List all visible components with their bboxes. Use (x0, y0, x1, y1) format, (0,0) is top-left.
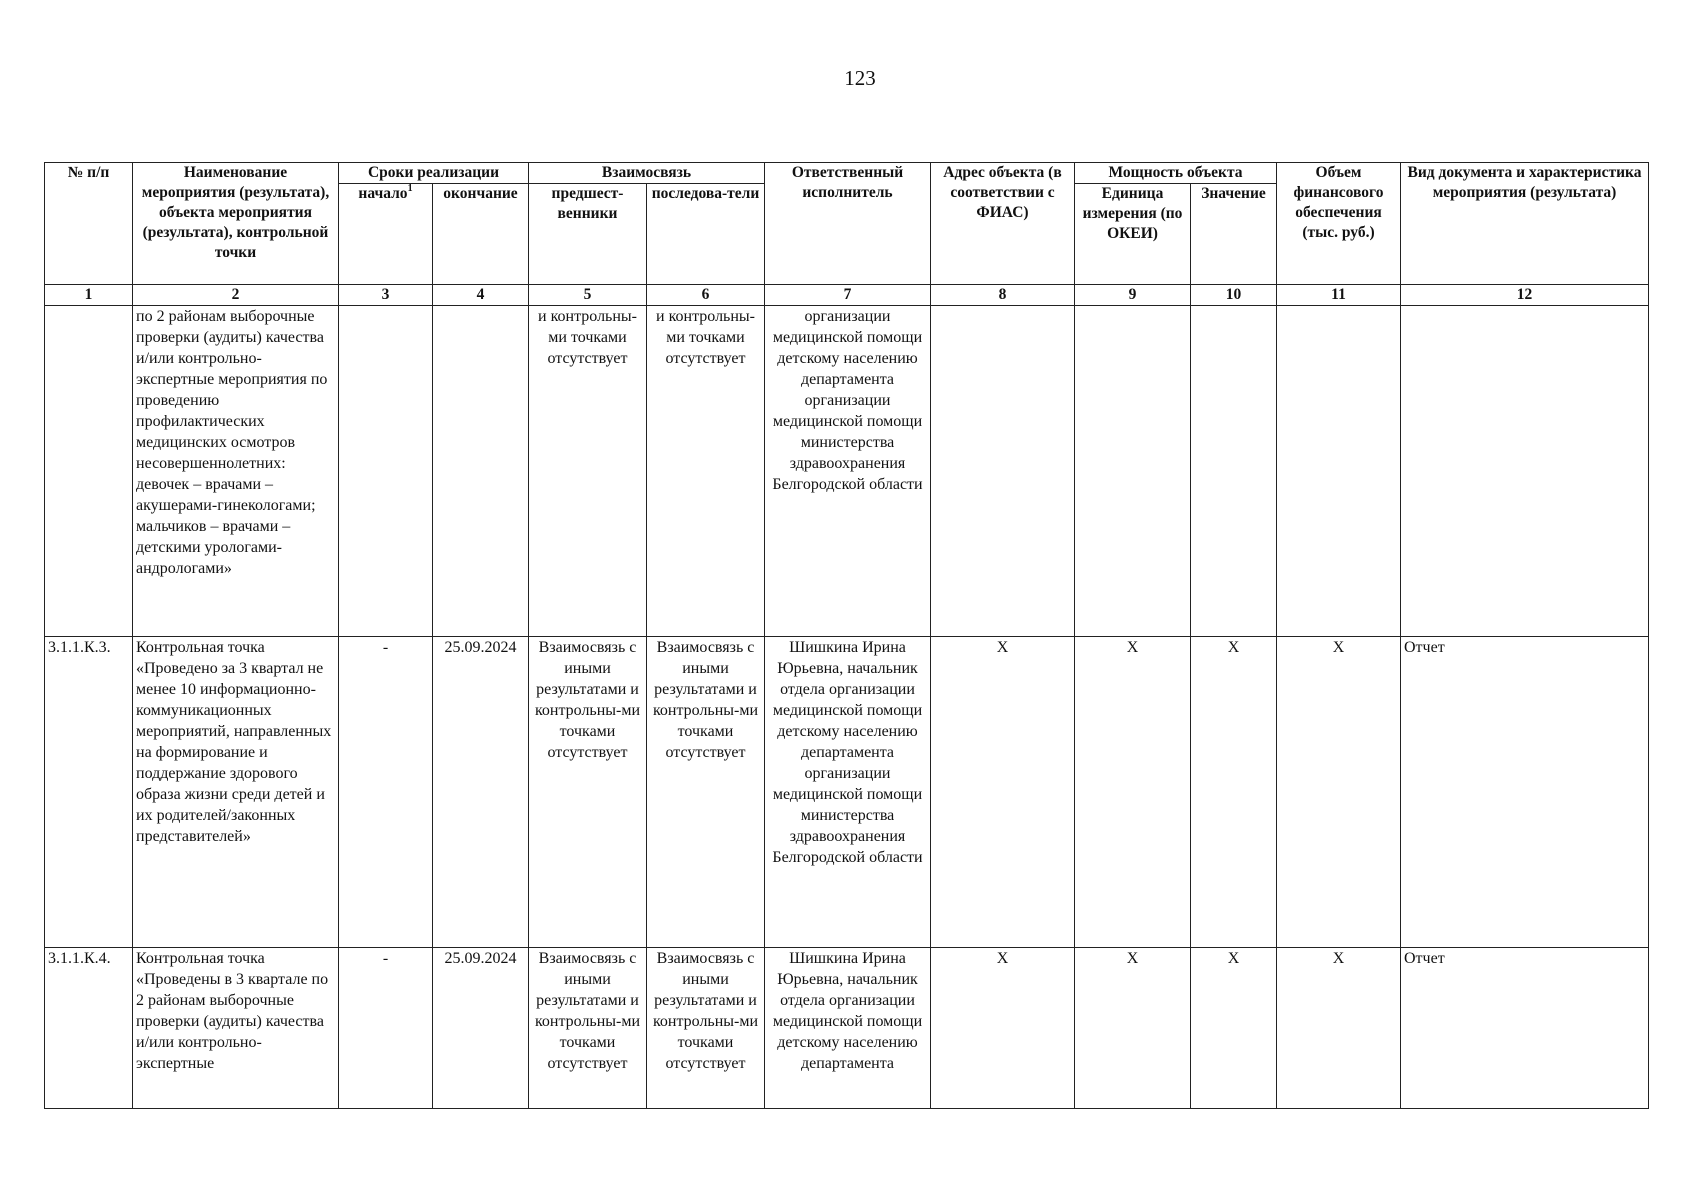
cell-successors: Взаимосвязь с иными результатами и контрольны-ми точками отсутствует (647, 637, 765, 948)
cell-end: 25.09.2024 (433, 637, 529, 948)
header-row (45, 163, 1649, 184)
cell-finance: X (1277, 637, 1401, 948)
column-number: 7 (765, 285, 931, 306)
footnote-marker: 1 (407, 183, 413, 194)
cell-num: 3.1.1.К.4. (45, 948, 133, 1109)
cell-end: 25.09.2024 (433, 948, 529, 1109)
header-finance: Объем финансового обеспечения (тыс. руб.) (1277, 163, 1401, 285)
cell-successors: Взаимосвязь с иными результатами и контрольны-ми точками отсутствует (647, 948, 765, 1109)
table-row (45, 948, 1649, 1109)
column-number: 1 (45, 285, 133, 306)
cell-predecessors: и контрольны-ми точками отсутствует (529, 306, 647, 637)
header-num: № п/п (45, 163, 133, 285)
cell-name: Контрольная точка «Проведены в 3 квартале по 2 районам выборочные проверки (аудиты) качества и/или контрольно-экспертные (133, 948, 339, 1109)
cell-num: 3.1.1.К.3. (45, 637, 133, 948)
cell-end (433, 306, 529, 637)
column-number: 2 (133, 285, 339, 306)
cell-doc-type: Отчет (1401, 637, 1649, 948)
column-number: 4 (433, 285, 529, 306)
table-row (45, 306, 1649, 637)
header-end: окончание (433, 184, 529, 285)
cell-finance (1277, 306, 1401, 637)
header-successors: последова-тели (647, 184, 765, 285)
table-row (45, 637, 1649, 948)
header-value: Значение (1191, 184, 1277, 285)
header-name: Наименование мероприятия (результата), объекта мероприятия (результата), контрольной точки (133, 163, 339, 285)
column-number: 9 (1075, 285, 1191, 306)
cell-address: X (931, 948, 1075, 1109)
column-number-row (45, 285, 1649, 306)
header-capacity: Мощность объекта (1075, 163, 1277, 184)
cell-predecessors: Взаимосвязь с иными результатами и контрольны-ми точками отсутствует (529, 948, 647, 1109)
cell-start: - (339, 637, 433, 948)
cell-unit: X (1075, 637, 1191, 948)
cell-value: X (1191, 637, 1277, 948)
header-doc-type: Вид документа и характеристика мероприятия (результата) (1401, 163, 1649, 285)
cell-num (45, 306, 133, 637)
column-number: 11 (1277, 285, 1401, 306)
cell-unit: X (1075, 948, 1191, 1109)
column-number: 6 (647, 285, 765, 306)
column-number: 5 (529, 285, 647, 306)
cell-responsible: Шишкина Ирина Юрьевна, начальник отдела организации медицинской помощи детскому населению департамента организации медицинской помощи министерства здравоохранения Белгородской области (765, 637, 931, 948)
header-start-label: начало (358, 185, 408, 202)
cell-predecessors: Взаимосвязь с иными результатами и контрольны-ми точками отсутствует (529, 637, 647, 948)
header-responsible: Ответственный исполнитель (765, 163, 931, 285)
cell-start (339, 306, 433, 637)
header-relation: Взаимосвязь (529, 163, 765, 184)
cell-responsible: организации медицинской помощи детскому населению департамента организации медицинской помощи министерства здравоохранения Белгородской области (765, 306, 931, 637)
cell-finance: X (1277, 948, 1401, 1109)
cell-unit (1075, 306, 1191, 637)
cell-address: X (931, 637, 1075, 948)
header-address: Адрес объекта (в соответствии с ФИАС) (931, 163, 1075, 285)
cell-start: - (339, 948, 433, 1109)
header-predecessors: предшест-венники (529, 184, 647, 285)
cell-value (1191, 306, 1277, 637)
cell-name: по 2 районам выборочные проверки (аудиты) качества и/или контрольно-экспертные мероприятия по проведению профилактических медицинских осмотров несовершеннолетних: девочек – врачами – акушерами-гинекологами; мальчиков – врачами – детскими урологами-андрологами» (133, 306, 339, 637)
header-start (339, 184, 433, 285)
cell-doc-type (1401, 306, 1649, 637)
header-terms: Сроки реализации (339, 163, 529, 184)
column-number: 10 (1191, 285, 1277, 306)
header-unit: Единица измерения (по ОКЕИ) (1075, 184, 1191, 285)
events-table (44, 162, 1649, 1109)
cell-name: Контрольная точка «Проведено за 3 квартал не менее 10 информационно-коммуникационных мероприятий, направленных на формирование и поддержание здорового образа жизни среди детей и их родителей/законных представителей» (133, 637, 339, 948)
cell-responsible: Шишкина Ирина Юрьевна, начальник отдела организации медицинской помощи детскому населению департамента (765, 948, 931, 1109)
page-number: 123 (844, 66, 876, 90)
cell-address (931, 306, 1075, 637)
cell-value: X (1191, 948, 1277, 1109)
column-number: 3 (339, 285, 433, 306)
cell-successors: и контрольны-ми точками отсутствует (647, 306, 765, 637)
column-number: 8 (931, 285, 1075, 306)
cell-doc-type: Отчет (1401, 948, 1649, 1109)
column-number: 12 (1401, 285, 1649, 306)
